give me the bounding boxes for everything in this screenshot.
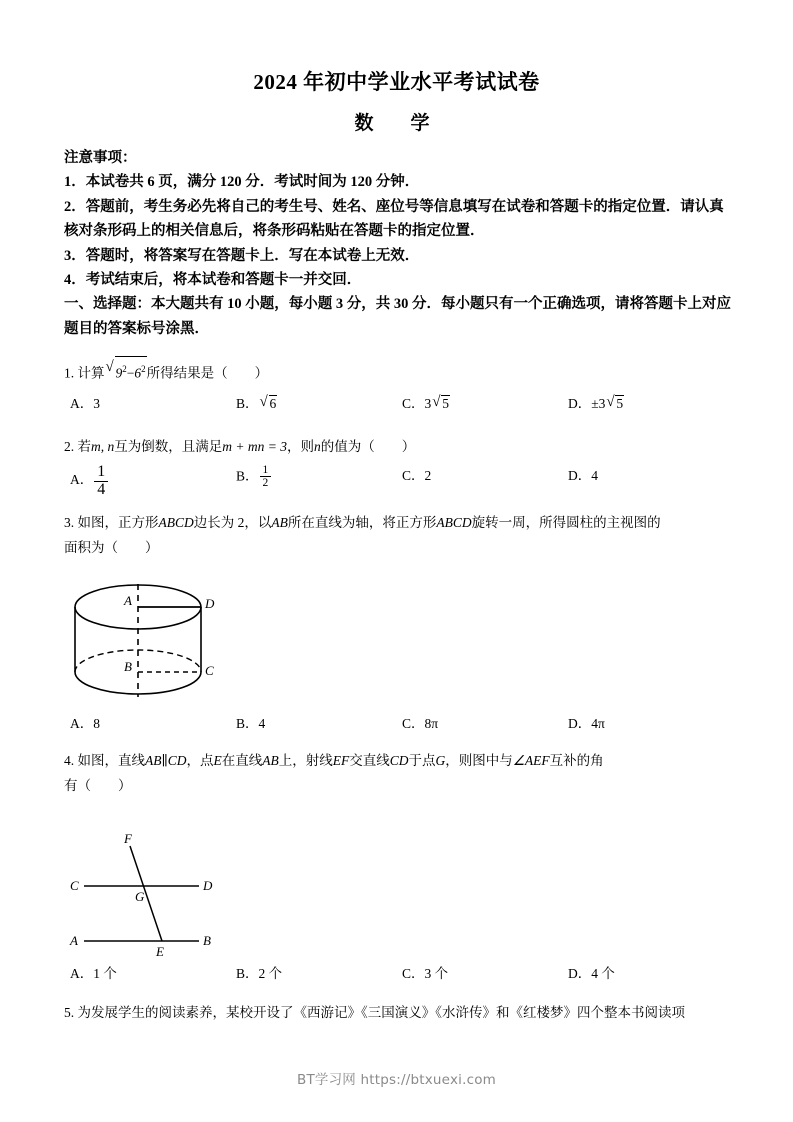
cylinder-label-d: D [205, 596, 215, 611]
question-2-stem [64, 434, 736, 459]
question-3-stem-line-1 [64, 510, 736, 535]
question-4-option-d[interactable] [568, 962, 615, 982]
option-label: D． [568, 716, 592, 731]
question-1-option-d[interactable] [568, 392, 624, 412]
cylinder-label-a: A [124, 593, 132, 608]
option-label: B． [236, 716, 259, 731]
option-label: C． [402, 396, 425, 411]
q4-var-cd-1: CD [167, 753, 187, 768]
question-2-text-a: 若 [77, 439, 91, 454]
option-coefficient: 3 [424, 396, 432, 411]
option-value: 4π [591, 716, 605, 731]
question-3-option-c[interactable] [402, 712, 438, 732]
question-2-variable-n: n [313, 439, 321, 454]
question-2-number: 2. [64, 439, 75, 454]
line-label-f: F [124, 831, 132, 846]
option-value: 1 个 [93, 966, 117, 981]
question-1-stem [64, 356, 736, 386]
q3-text-b: 边长为 2，以 [193, 515, 272, 530]
line-label-c: C [70, 878, 79, 893]
fraction-denominator: 2 [260, 476, 272, 489]
option-value: 2 个 [258, 966, 283, 981]
point-label-g: G [135, 889, 145, 904]
option-value: 5 [442, 396, 450, 411]
option-value: 3 个 [424, 966, 449, 981]
cylinder-label-b: B [124, 659, 132, 674]
option-label: A． [70, 396, 94, 411]
question-2-option-c[interactable] [402, 464, 431, 484]
q3-text-d: 旋转一周，所得圆柱的主视图的 [471, 515, 661, 530]
fraction [260, 464, 272, 489]
question-4-stem-line-1 [64, 748, 736, 773]
footer-watermark: BT学习网 https://btxuexi.com [296, 1072, 497, 1088]
notice-item-4: 4．考试结束后，将本试卷和答题卡一并交回． [64, 272, 362, 289]
option-value: 4 个 [591, 966, 615, 981]
question-3-stem-line-2: 面积为（ ） [64, 540, 159, 555]
cylinder-diagram [62, 566, 302, 711]
notice-item-3: 3．答题时，将答案写在答题卡上．写在本试卷上无效． [64, 247, 420, 264]
point-label-e: E [156, 944, 164, 959]
question-5 [64, 1000, 736, 1025]
q4-text-b: ，点 [186, 753, 214, 768]
option-label: B． [236, 468, 259, 484]
q4-text-f: 于点 [408, 753, 436, 768]
q3-text-a: 如图，正方形 [77, 515, 159, 530]
question-2-options [64, 464, 744, 510]
section-one-instructions: 一、选择题：本大题共有 10 小题，每小题 3 分，共 30 分．每小题只有一个正确选项，请将答题卡上对应题目的答案标号涂黑． [64, 296, 731, 337]
option-label: B． [236, 396, 259, 411]
option-value: 5 [616, 396, 624, 411]
option-value: 4 [258, 716, 266, 731]
notice-item-2: 2．答题前，考生务必先将自己的考生号、姓名、座位号等信息填写在试卷和答题卡的指定位置．请认真核对条形码上的相关信息后，将条形码粘贴在答题卡的指定位置． [64, 198, 724, 240]
notice-heading: 注意事项： [64, 150, 137, 166]
question-1-option-c[interactable] [402, 392, 450, 412]
option-label: A． [70, 471, 94, 487]
option-label: D． [568, 396, 592, 411]
q4-var-ab-1: AB [145, 753, 162, 768]
q4-text-e: 交直线 [349, 753, 390, 768]
option-label: C． [402, 468, 425, 483]
question-1 [64, 356, 736, 386]
question-2-equation: m + mn = 3 [222, 439, 287, 454]
fraction-numerator: 1 [262, 464, 269, 476]
option-label: C． [402, 966, 425, 981]
parallel-lines-diagram [62, 826, 302, 966]
option-value: 8 [93, 716, 100, 731]
notice-block [64, 146, 732, 341]
option-label: C． [402, 716, 425, 731]
q4-text-h: 互补的角 [549, 753, 604, 768]
question-2 [64, 434, 736, 459]
question-5-text: 为发展学生的阅读素养，某校开设了《西游记》《三国演义》《水浒传》和《红楼梦》四个整本书阅读项 [77, 1005, 685, 1020]
option-coefficient: ±3 [591, 396, 606, 411]
option-value: 4 [591, 468, 598, 483]
subject-title: 数 学 [354, 113, 439, 134]
question-4-stem-line-2: 有（ ） [64, 778, 132, 793]
fraction-numerator: 1 [97, 463, 106, 480]
question-5-stem-line-1 [64, 1000, 736, 1025]
q4-angle-aef: ∠AEF [512, 753, 550, 768]
question-2-text-d: 的值为（ ） [320, 439, 416, 454]
question-3-option-b[interactable] [236, 712, 265, 732]
option-label: D． [568, 966, 592, 981]
question-4-option-b[interactable] [236, 962, 282, 982]
question-4-option-a[interactable] [70, 962, 117, 982]
question-5-number: 5. [64, 1005, 75, 1020]
notice-item-1: 1．本试卷共 6 页，满分 120 分．考试时间为 120 分钟． [64, 174, 420, 191]
question-4 [64, 748, 736, 798]
question-2-option-a[interactable] [70, 464, 109, 499]
q4-var-ef: EF [332, 753, 350, 768]
line-label-b: B [203, 933, 211, 948]
question-2-option-b[interactable] [236, 464, 272, 489]
option-value: 6 [269, 396, 277, 411]
q3-var-abcd-2: ABCD [436, 515, 472, 530]
page-title: 2024 年初中学业水平考试试卷 [253, 70, 540, 94]
question-1-text-prefix: 计算 [77, 365, 105, 381]
q1-radicand-operator: − [126, 365, 135, 381]
question-2-variables: m, n [91, 439, 115, 454]
fraction [94, 464, 108, 499]
q4-var-e: E [213, 753, 222, 768]
option-label: D． [568, 468, 592, 483]
question-3-options [64, 712, 744, 738]
question-2-text-b: 互为倒数，且满足 [114, 439, 223, 454]
q4-text-a: 如图，直线 [77, 753, 145, 768]
q4-text-g: ，则图中与 [445, 753, 513, 768]
question-1-option-a[interactable] [70, 392, 100, 412]
option-value: 2 [424, 468, 432, 483]
q1-radicand-base-1: 9 [115, 365, 123, 381]
option-value: 3 [93, 396, 100, 411]
question-1-options [64, 392, 744, 418]
q4-text-d: 上，射线 [278, 753, 333, 768]
question-1-text-suffix: 所得结果是（ ） [146, 365, 269, 381]
question-3-option-d[interactable] [568, 712, 605, 732]
sqrt-icon [606, 395, 624, 412]
sqrt-icon [432, 395, 450, 412]
q4-var-cd-2: CD [389, 753, 409, 768]
q1-radicand-base-2: 6 [134, 365, 142, 381]
question-1-option-b[interactable] [236, 392, 277, 412]
q3-var-abcd-1: ABCD [158, 515, 194, 530]
option-value: 8π [424, 716, 439, 731]
option-label: B． [236, 966, 259, 981]
line-label-a: A [70, 933, 78, 948]
q1-radicand-exp-2: 2 [141, 364, 146, 374]
fraction-denominator: 4 [94, 481, 108, 499]
question-3-number: 3. [64, 515, 75, 530]
cylinder-label-c: C [205, 663, 214, 678]
q4-var-ab-2: AB [262, 753, 279, 768]
q4-text-c: 在直线 [221, 753, 263, 768]
question-1-number: 1. [64, 365, 75, 381]
option-label: A． [70, 716, 94, 731]
question-4-number: 4. [64, 753, 75, 768]
question-4-options [64, 962, 744, 988]
sqrt-icon [106, 356, 147, 386]
option-label: A． [70, 966, 94, 981]
q4-var-g: G [435, 753, 446, 768]
question-2-option-d[interactable] [568, 464, 598, 484]
q3-text-c: 所在直线为轴，将正方形 [287, 515, 437, 530]
q1-radicand-exp-1: 2 [122, 364, 127, 374]
sqrt-icon [260, 395, 278, 412]
q3-var-ab: AB [271, 515, 288, 530]
line-label-d: D [203, 878, 213, 893]
parallel-symbol: ∥ [161, 753, 168, 768]
question-4-option-c[interactable] [402, 962, 448, 982]
question-3-option-a[interactable] [70, 712, 100, 732]
question-3 [64, 510, 736, 560]
question-2-text-c: ，则 [286, 439, 314, 454]
